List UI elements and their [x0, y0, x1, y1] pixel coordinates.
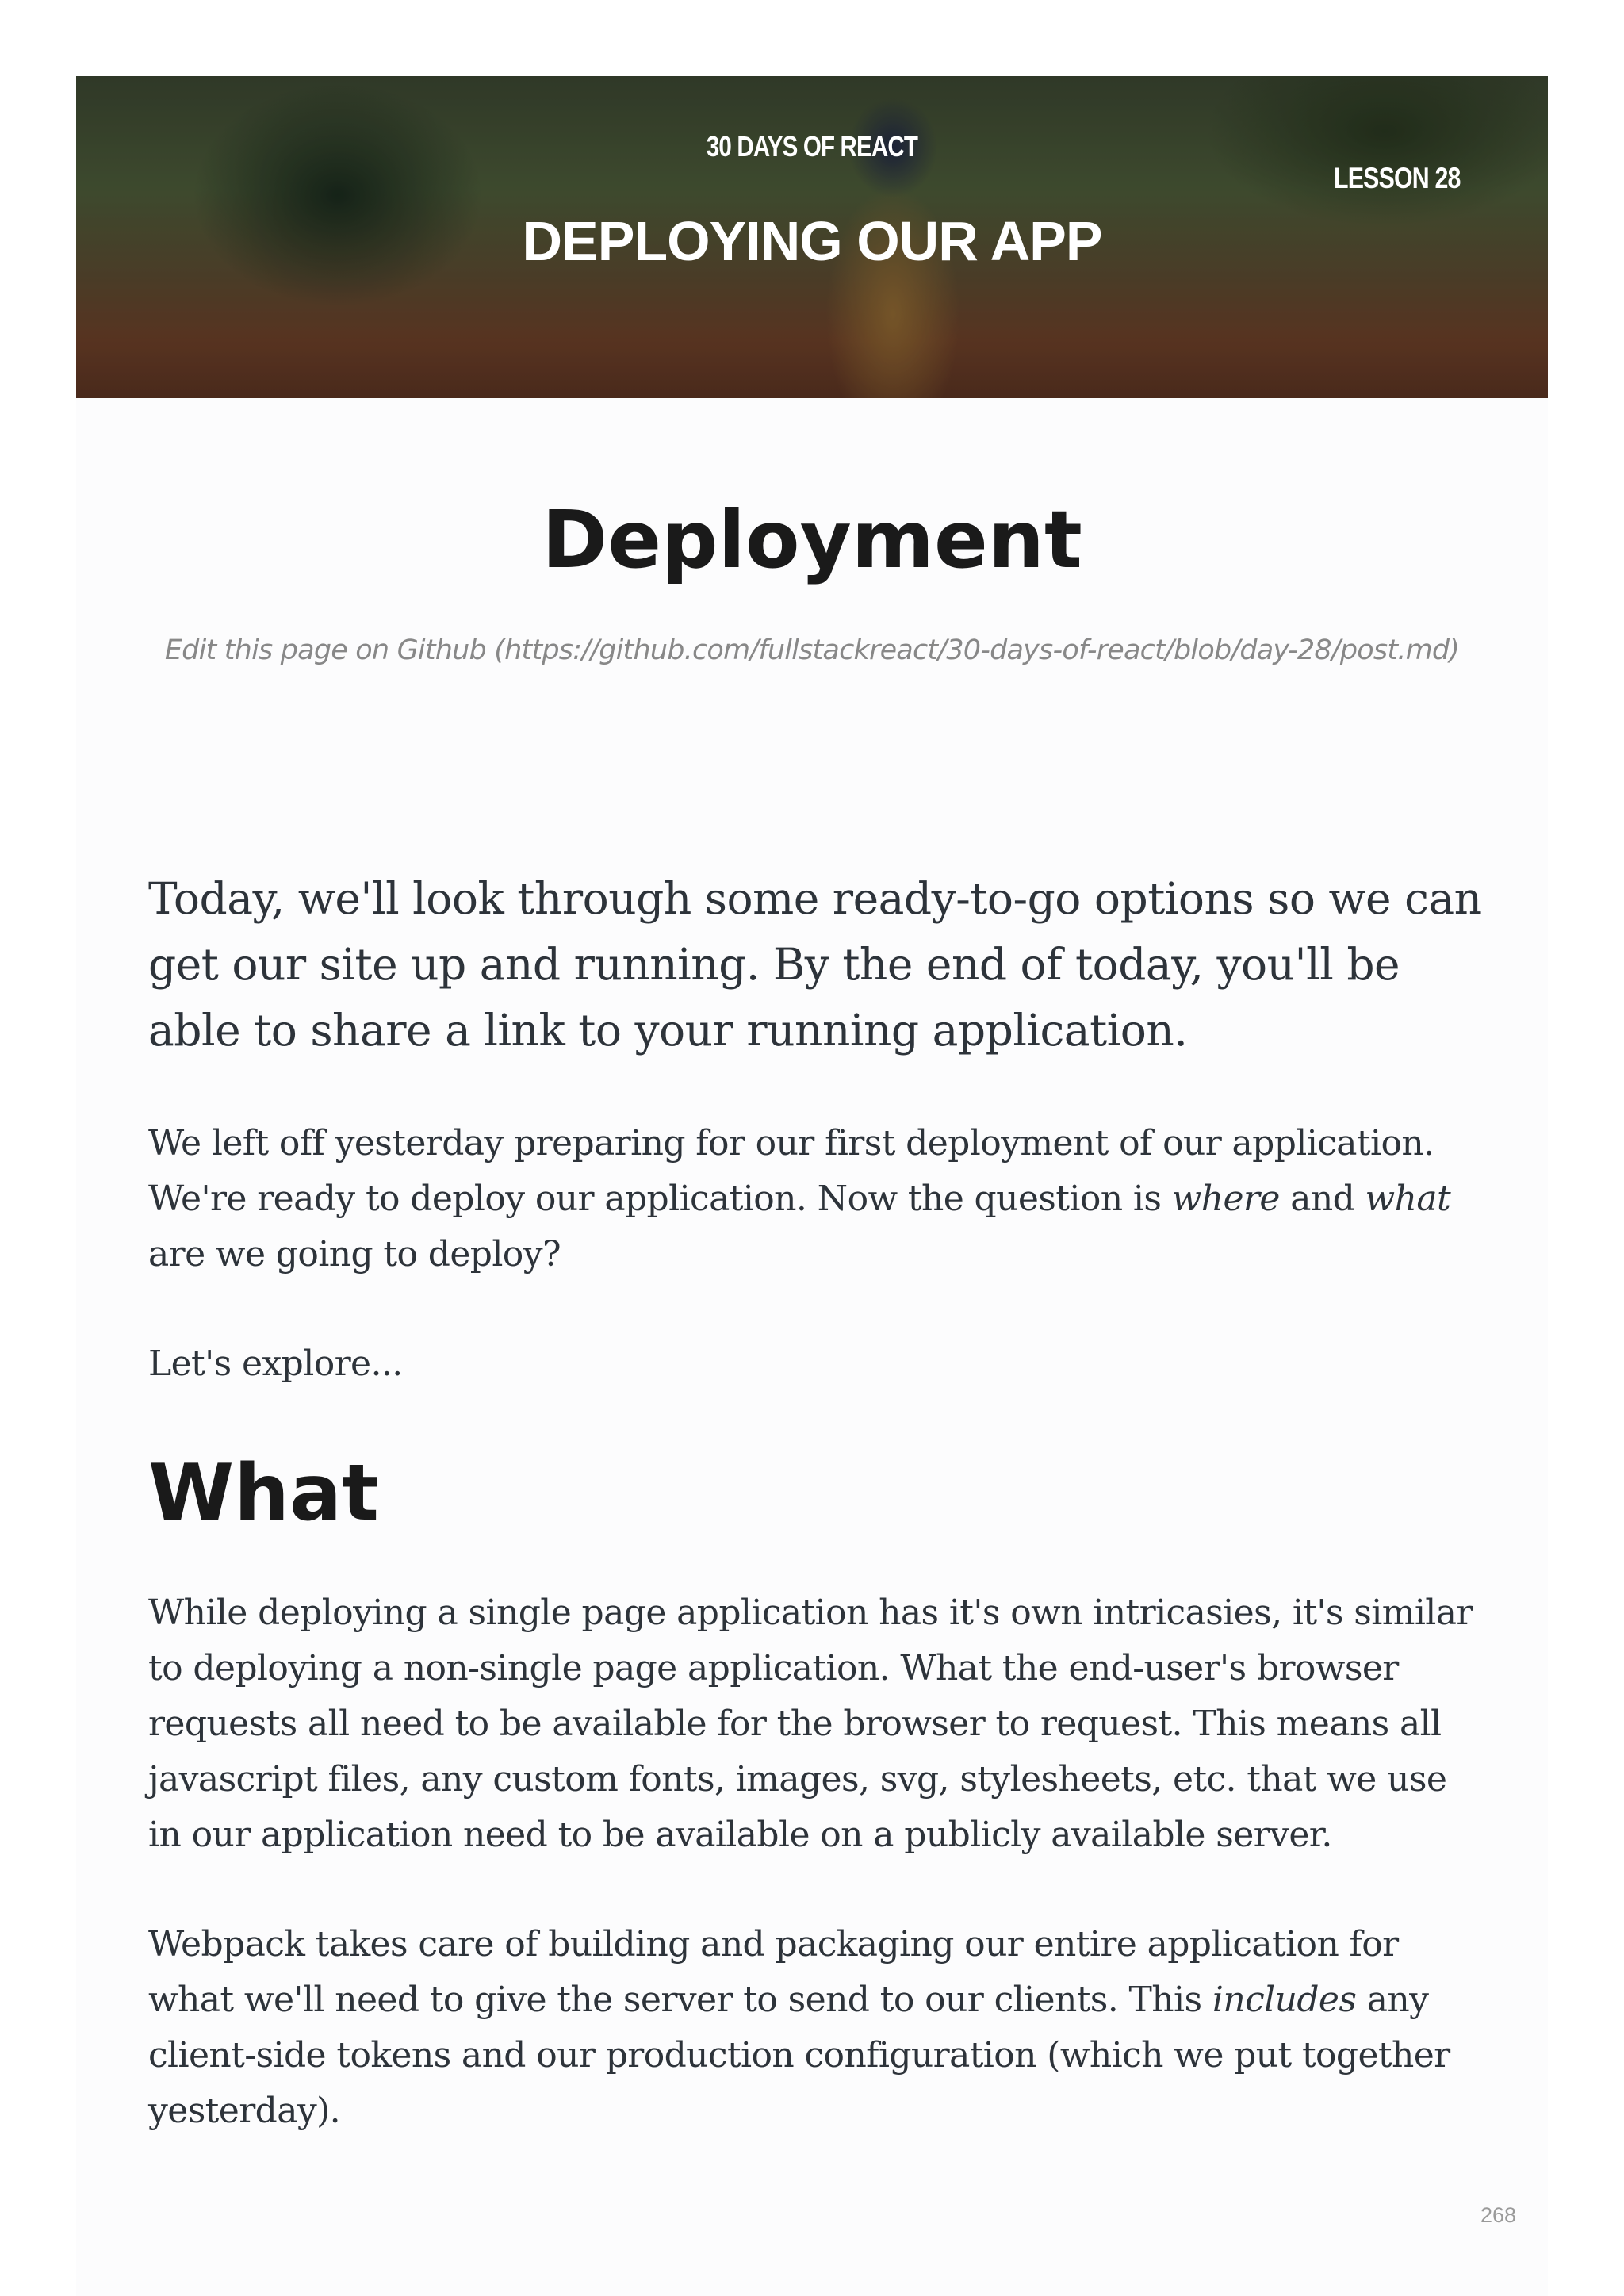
paragraph-text: Webpack takes care of building and packaging our entire application for what we'll need to give the server to send to our clients. This	[148, 1924, 1399, 2020]
paragraph-what: While deploying a single page application has it's own intricasies, it's similar to deploying a non-single page application. What the end-user's browser requests all need to be available for the browser to request. This means all javascript files, any custom fonts, images, svg, stylesheets, etc. that we use in our application need to be available on a publicly available server.	[148, 1593, 1473, 1855]
emphasis-includes: includes	[1212, 1980, 1357, 2020]
paragraph-explore: Let's explore...	[148, 1343, 403, 1384]
paragraph-intro	[148, 1116, 1488, 1282]
hero-banner	[76, 76, 1548, 398]
article-body	[148, 866, 1488, 2139]
emphasis-what: what	[1365, 1179, 1451, 1219]
paragraph-webpack	[148, 1917, 1488, 2139]
edit-on-github-link[interactable]: Edit this page on Github (https://github.com/fullstackreact/30-days-of-react/blob/day-28/post.md)	[164, 634, 1460, 666]
page-title: Deployment	[542, 493, 1082, 586]
lead-paragraph: Today, we'll look through some ready-to-go options so we can get our site up and running. By the end of today, you'll be able to share a link to your running application.	[148, 873, 1482, 1056]
paragraph-text: and	[1279, 1179, 1365, 1219]
lesson-label: LESSON 28	[1334, 162, 1461, 194]
emphasis-where: where	[1171, 1179, 1280, 1219]
page-content	[76, 398, 1548, 2296]
paragraph-text: are we going to deploy?	[148, 1234, 561, 1274]
paragraph-text: any client-side tokens and our production configuration (which we put together yesterday).	[148, 1980, 1450, 2131]
paragraph-text: We left off yesterday preparing for our first deployment of our application. We're ready to deploy our application. Now the question is	[148, 1123, 1434, 1219]
section-heading-what: What	[148, 1448, 379, 1539]
series-label: 30 DAYS OF REACT	[706, 130, 918, 163]
hero-title: DEPLOYING OUR APP	[522, 210, 1102, 272]
page-number: 268	[1480, 2203, 1516, 2227]
